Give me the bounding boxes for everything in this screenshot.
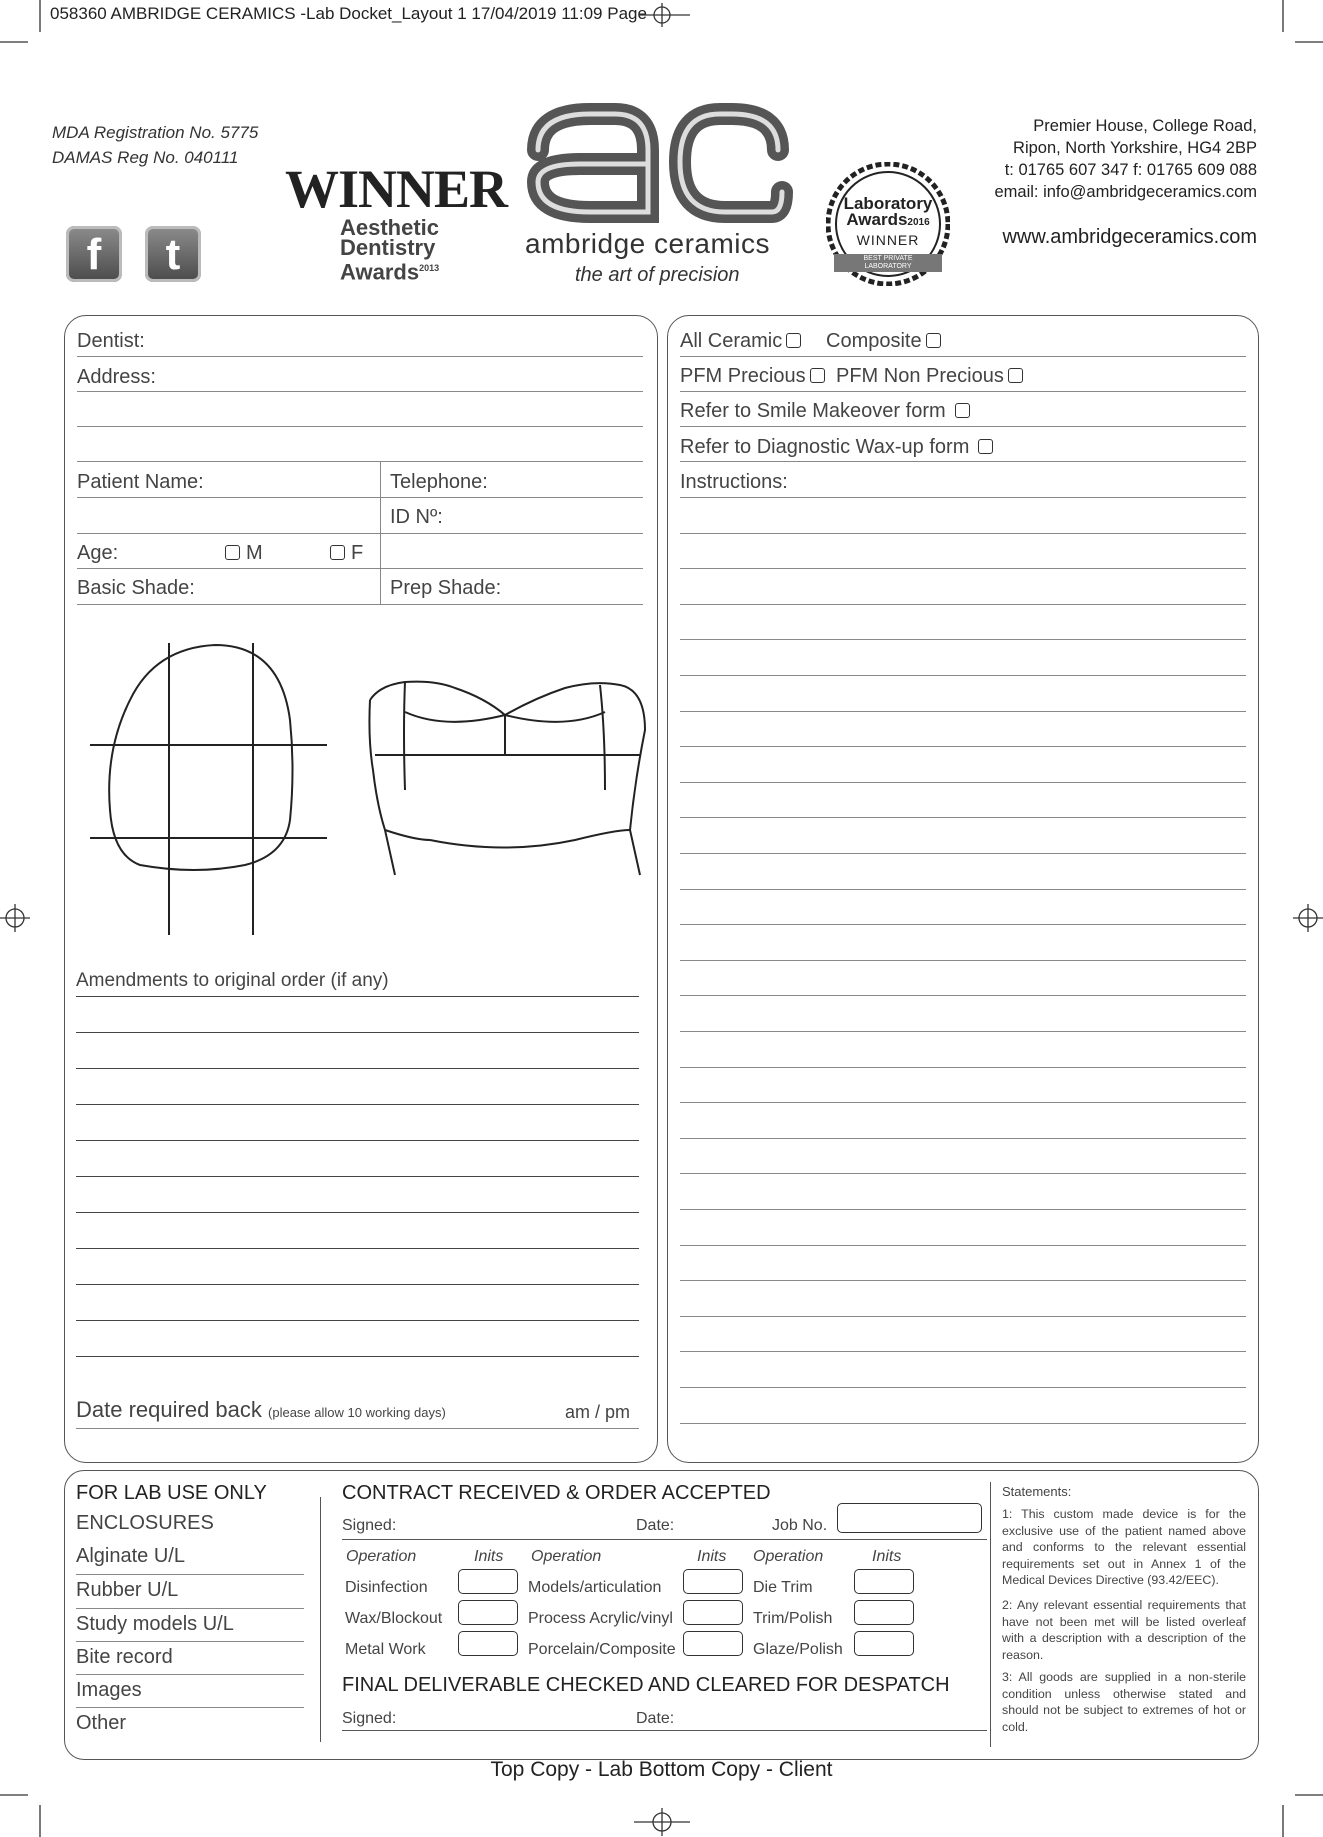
all-ceramic-option[interactable]: All Ceramic [680, 330, 801, 353]
statement-3: 3: All goods are supplied in a non-sterile condition unless otherwise stated and should not be subject to extremes of hot or cold. [1002, 1670, 1246, 1734]
website-link[interactable]: www.ambridgeceramics.com [1002, 226, 1257, 248]
enclosure-line [76, 1574, 304, 1575]
id-number-field[interactable] [77, 533, 643, 534]
damas-registration: DAMAS Reg No. 040111 [52, 148, 239, 167]
instructions-line[interactable] [680, 1102, 1246, 1103]
material-line [680, 426, 1246, 427]
op-trim-polish: Trim/Polish [753, 1610, 833, 1627]
wax-up-checkbox[interactable] [978, 439, 993, 454]
amendments-line[interactable] [76, 1032, 639, 1033]
print-header: 058360 AMBRIDGE CERAMICS -Lab Docket_Layout 1 17/04/2019 11:09 Page [50, 4, 647, 23]
op-disinfection: Disinfection [345, 1579, 428, 1596]
signature-line[interactable] [342, 1730, 987, 1731]
pfm-precious-checkbox[interactable] [810, 368, 825, 383]
award-winner-heading: WINNER [285, 159, 508, 219]
contract-heading: CONTRACT RECEIVED & ORDER ACCEPTED [342, 1482, 771, 1504]
instructions-line[interactable] [680, 1031, 1246, 1032]
operation-header: Operation [753, 1548, 824, 1565]
mda-registration: MDA Registration No. 5775 [52, 123, 259, 142]
instructions-line[interactable] [680, 1280, 1246, 1281]
smile-makeover-option[interactable]: Refer to Smile Makeover form [680, 400, 970, 423]
address-field-line[interactable] [77, 461, 643, 462]
instructions-line[interactable] [680, 782, 1246, 783]
instructions-line[interactable] [680, 889, 1246, 890]
instructions-line[interactable] [680, 995, 1246, 996]
op-metal-work: Metal Work [345, 1641, 426, 1658]
instructions-line[interactable] [680, 675, 1246, 676]
material-line [680, 391, 1246, 392]
inits-header: Inits [872, 1548, 902, 1565]
age-label: Age: [77, 542, 119, 564]
op-wax-blockout: Wax/Blockout [345, 1610, 443, 1627]
smile-makeover-checkbox[interactable] [955, 403, 970, 418]
patient-name-field[interactable] [77, 497, 643, 498]
signed-label: Signed: [342, 1517, 397, 1534]
ac-logo-icon [520, 92, 800, 232]
prep-shade-label: Prep Shade: [390, 577, 502, 599]
instructions-line[interactable] [680, 817, 1246, 818]
instructions-line[interactable] [680, 711, 1246, 712]
enclosure-rubber: Rubber U/L [76, 1579, 179, 1601]
op-process-acrylic: Process Acrylic/vinyl [528, 1610, 673, 1627]
company-name: ambridge ceramics [525, 228, 771, 259]
job-number-input[interactable] [837, 1503, 982, 1533]
instructions-line[interactable] [680, 746, 1246, 747]
inits-input[interactable] [854, 1631, 914, 1656]
pfm-precious-option[interactable]: PFM Precious [680, 365, 825, 388]
enclosure-images: Images [76, 1679, 142, 1701]
address-label: Address: [77, 366, 156, 388]
final-deliverable-heading: FINAL DELIVERABLE CHECKED AND CLEARED FOR DESPATCH [342, 1674, 950, 1696]
operation-header: Operation [346, 1548, 417, 1565]
statements-divider [990, 1482, 991, 1747]
enclosure-alginate: Alginate U/L [76, 1545, 185, 1567]
instructions-line[interactable] [680, 1387, 1246, 1388]
enclosures-label: ENCLOSURES [76, 1512, 214, 1534]
tagline: the art of precision [575, 264, 740, 286]
material-line [680, 356, 1246, 357]
inits-header: Inits [697, 1548, 727, 1565]
amendments-line[interactable] [76, 1068, 639, 1069]
enclosure-line [76, 1608, 304, 1609]
twitter-icon[interactable]: t [145, 226, 201, 282]
registration-info [52, 120, 258, 170]
age-field[interactable] [77, 568, 643, 569]
enclosure-line [76, 1707, 304, 1708]
enclosure-study-models: Study models U/L [76, 1613, 234, 1635]
telephone-label: Telephone: [390, 471, 488, 493]
enclosure-other: Other [76, 1712, 127, 1734]
amendments-line[interactable] [76, 1212, 639, 1213]
dentist-label: Dentist: [77, 330, 145, 352]
basic-shade-label: Basic Shade: [77, 577, 195, 599]
instructions-line[interactable] [680, 1351, 1246, 1352]
address-field-line[interactable] [77, 391, 643, 392]
am-pm-label: am / pm [565, 1402, 631, 1422]
amendments-line[interactable] [76, 1356, 639, 1357]
amendments-line[interactable] [76, 1320, 639, 1321]
lab-use-title: FOR LAB USE ONLY [76, 1482, 267, 1504]
op-porcelain-composite: Porcelain/Composite [528, 1641, 676, 1658]
female-checkbox[interactable] [330, 545, 345, 560]
instructions-line[interactable] [680, 960, 1246, 961]
inits-input[interactable] [458, 1569, 518, 1594]
male-checkbox[interactable] [225, 545, 240, 560]
instructions-line[interactable] [680, 853, 1246, 854]
facebook-icon[interactable]: f [66, 226, 122, 282]
inits-input[interactable] [854, 1600, 914, 1625]
date-required-field[interactable] [76, 1428, 639, 1429]
date-required-label: Date required back (please allow 10 working days) [76, 1397, 446, 1422]
signature-line[interactable] [342, 1539, 987, 1540]
instructions-line[interactable] [680, 1067, 1246, 1068]
tooth-diagram [85, 640, 655, 940]
op-models-articulation: Models/articulation [528, 1579, 662, 1596]
instructions-line[interactable] [680, 1316, 1246, 1317]
material-line [680, 461, 1246, 462]
signed-label: Signed: [342, 1710, 397, 1727]
instructions-line[interactable] [680, 604, 1246, 605]
instructions-line[interactable] [680, 1245, 1246, 1246]
job-number-label: Job No. [772, 1517, 828, 1534]
wax-up-option[interactable]: Refer to Diagnostic Wax-up form [680, 436, 993, 459]
instructions-line[interactable] [680, 1209, 1246, 1210]
pfm-non-precious-option[interactable]: PFM Non Precious [836, 365, 1023, 388]
aesthetic-dentistry-award: Aesthetic Dentistry Awards$^{2013}$ [340, 215, 440, 285]
crown-outline [370, 682, 645, 875]
instructions-line[interactable] [680, 1173, 1246, 1174]
op-die-trim: Die Trim [753, 1579, 813, 1596]
contact-address: Premier House, College Road, Ripon, North Yorkshire, HG4 2BP t: 01765 607 347 f: 01765 609 088 email: info@ambridgeceramics.com [994, 117, 1257, 201]
female-option[interactable]: F [330, 542, 363, 565]
instructions-line[interactable] [680, 497, 1246, 498]
inits-input[interactable] [458, 1600, 518, 1625]
inits-input[interactable] [854, 1569, 914, 1594]
amendments-line[interactable] [76, 1140, 639, 1141]
lab-divider [320, 1497, 321, 1742]
date-label: Date: [636, 1710, 675, 1727]
inits-input[interactable] [683, 1600, 743, 1625]
instructions-line[interactable] [680, 639, 1246, 640]
amendments-line[interactable] [76, 1248, 639, 1249]
instructions-line[interactable] [680, 924, 1246, 925]
id-number-label: ID Nº: [390, 506, 443, 528]
amendments-line[interactable] [76, 1284, 639, 1285]
op-glaze-polish: Glaze/Polish [753, 1641, 843, 1658]
copy-instructions: Top Copy - Lab Bottom Copy - Client [490, 1758, 833, 1781]
instructions-line[interactable] [680, 1138, 1246, 1139]
address-field-line[interactable] [77, 426, 643, 427]
amendments-line[interactable] [76, 1104, 639, 1105]
male-option[interactable]: M [225, 542, 263, 565]
pfm-non-precious-checkbox[interactable] [1008, 368, 1023, 383]
shade-field[interactable] [77, 604, 643, 605]
patient-name-label: Patient Name: [77, 471, 204, 493]
enclosure-bite-record: Bite record [76, 1646, 173, 1668]
amendments-line[interactable] [76, 1176, 639, 1177]
enclosure-line [76, 1641, 304, 1642]
date-label: Date: [636, 1517, 675, 1534]
instructions-line[interactable] [680, 533, 1246, 534]
inits-input[interactable] [683, 1631, 743, 1656]
statement-1: 1: This custom made device is for the exclusive use of the patient named above and conforms to the relevant essential requirements set out in Annex 1 of the Medical Devices Directive (93.42/EEC). [1002, 1507, 1246, 1587]
incisal-outline [109, 645, 292, 870]
composite-option[interactable]: Composite [826, 330, 941, 353]
instructions-line[interactable] [680, 1423, 1246, 1424]
inits-input[interactable] [683, 1569, 743, 1594]
inits-input[interactable] [458, 1631, 518, 1656]
instructions-line[interactable] [680, 568, 1246, 569]
statements-title: Statements: [1002, 1484, 1072, 1499]
amendments-label: Amendments to original order (if any) [76, 970, 389, 991]
instructions-label: Instructions: [680, 471, 788, 493]
statement-2: 2: Any relevant essential requirements that have not been met will be listed overleaf with a description with a description of the reason. [1002, 1598, 1246, 1662]
all-ceramic-checkbox[interactable] [786, 333, 801, 348]
inits-header: Inits [474, 1548, 504, 1565]
dentist-field[interactable] [77, 356, 643, 357]
enclosure-line [76, 1674, 304, 1675]
composite-checkbox[interactable] [926, 333, 941, 348]
laboratory-awards-badge: Laboratory Awards2016 WINNER BEST PRIVATE LABORATORY [826, 162, 950, 286]
amendments-line[interactable] [76, 996, 639, 997]
operation-header: Operation [531, 1548, 602, 1565]
